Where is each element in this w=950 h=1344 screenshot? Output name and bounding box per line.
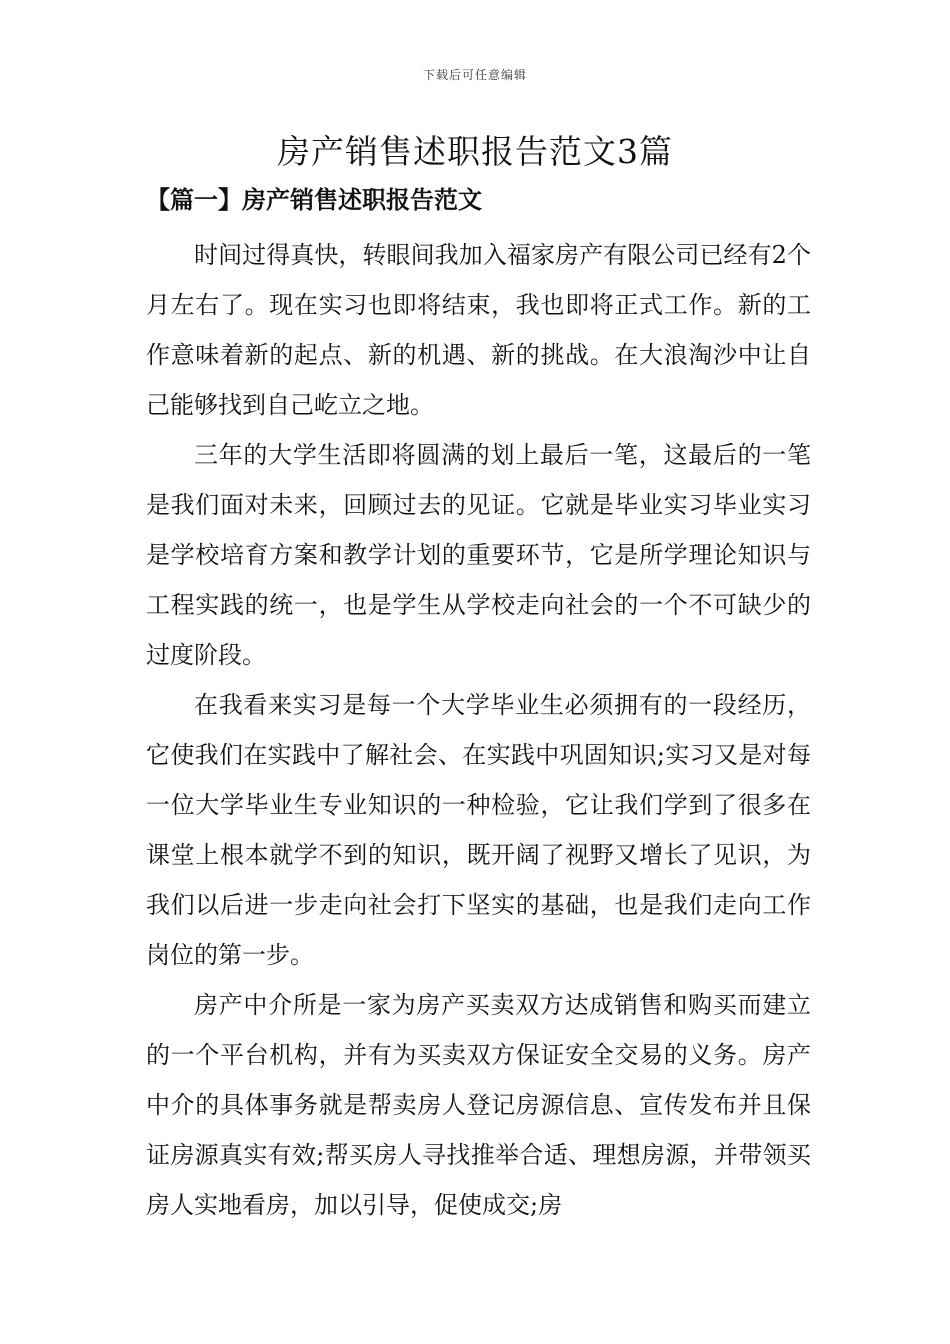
paragraph: 三年的大学生活即将圆满的划上最后一笔，这最后的一笔是我们面对未来，回顾过去的见证。它就是毕业实习毕业实习是学校培育方案和教学计划的重要环节，它是所学理论知识与工程实践的统一，也是学生从学校走向社会的一个不可缺少的过度阶段。 <box>146 441 811 669</box>
section-heading: 【篇一】房产销售述职报告范文 <box>146 185 482 214</box>
header-note: 下载后可任意编辑 <box>422 68 527 82</box>
paragraph: 时间过得真快，转眼间我加入福家房产有限公司已经有2个月左右了。现在实习也即将结束，我也即将正式工作。新的工作意味着新的起点、新的机遇、新的挑战。在大浪淘沙中让自己能够找到自己屹立之地。 <box>146 241 811 419</box>
paragraph: 在我看来实习是每一个大学毕业生必须拥有的一段经历，它使我们在实践中了解社会、在实践中巩固知识;实习又是对每一位大学毕业生专业知识的一种检验，它让我们学到了很多在课堂上根本就学不到的知识，既开阔了视野又增长了见识，为我们以后进一步走向社会打下坚实的基础，也是我们走向工作岗位的第一步。 <box>146 691 811 969</box>
document-body <box>146 230 811 1230</box>
paragraph: 房产中介所是一家为房产买卖双方达成销售和购买而建立的一个平台机构，并有为买卖双方保证安全交易的义务。房产中介的具体事务就是帮卖房人登记房源信息、宣传发布并且保证房源真实有效;帮买房人寻找推举合适、理想房源，并带领买房人实地看房，加以引导，促使成交;房 <box>146 991 811 1219</box>
document-title: 房产销售述职报告范文3篇 <box>277 132 673 171</box>
